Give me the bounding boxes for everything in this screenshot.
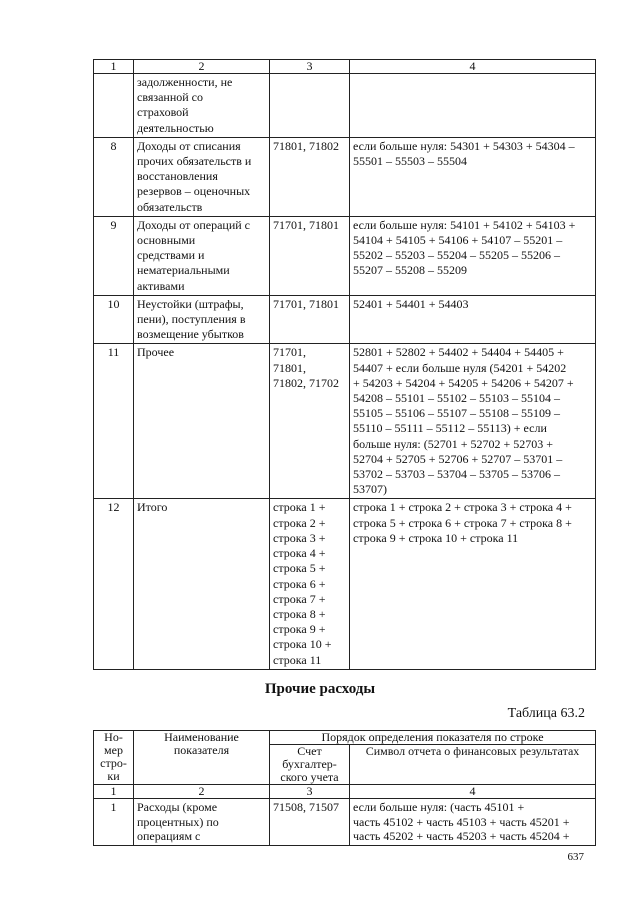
report-symbol [350, 74, 596, 138]
column-number: 3 [270, 785, 350, 799]
account-number [270, 74, 350, 138]
indicator-name: Неустойки (штрафы, пени), поступления в возмещение убытков [134, 295, 270, 344]
header-symbol: Символ отчета о финансовых результатах [350, 745, 596, 785]
report-symbol: если больше нуля: 54301 + 54303 + 54304 – 55501 – 55503 – 55504 [350, 137, 596, 216]
accounts-table [93, 59, 596, 670]
report-symbol: 52401 + 54401 + 54403 [350, 295, 596, 344]
table-number: Таблица 63.2 [507, 706, 585, 721]
indicator-name: Доходы от операций с основными средствами и нематериальными активами [134, 216, 270, 295]
indicator-name: Расходы (кроме процентных) по операциям с [134, 799, 270, 846]
indicator-name: Доходы от списания прочих обязательств и восстановления резервов – оценочных обязательств [134, 137, 270, 216]
row-number: 1 [94, 799, 134, 846]
account-number: 71701, 71801 [270, 295, 350, 344]
table-row [94, 799, 596, 846]
report-symbol: если больше нуля: 54101 + 54102 + 54103 + 54104 + 54105 + 54106 + 54107 – 55201 – 55202 – 55203 – 55204 – 55205 – 55206 – 55207 – 55208 – 55209 [350, 216, 596, 295]
table-row [94, 137, 596, 216]
accounts-table-body [94, 74, 596, 670]
table-row [94, 295, 596, 344]
header-account: Счет бухгалтер- ского учета [270, 745, 350, 785]
header-procedure: Порядок определения показателя по строке [270, 731, 596, 745]
column-number: 1 [94, 785, 134, 799]
account-number: 71508, 71507 [270, 799, 350, 846]
table-row [94, 344, 596, 499]
column-number: 2 [134, 60, 270, 74]
report-symbol: строка 1 + строка 2 + строка 3 + строка 4 + строка 5 + строка 6 + строка 7 + строка 8 + строка 9 + строка 10 + строка 11 [350, 499, 596, 669]
table-row [94, 74, 596, 138]
table-row [94, 216, 596, 295]
column-number-row [94, 785, 596, 799]
header-row-number: Но- мер стро- ки [94, 731, 134, 785]
row-number: 9 [94, 216, 134, 295]
indicator-name: Прочее [134, 344, 270, 499]
row-number: 10 [94, 295, 134, 344]
page-number: 637 [567, 851, 584, 863]
column-number-row [94, 60, 596, 74]
row-number: 11 [94, 344, 134, 499]
table-row [94, 499, 596, 669]
column-number: 4 [350, 785, 596, 799]
column-number: 2 [134, 785, 270, 799]
row-number [94, 74, 134, 138]
column-number: 3 [270, 60, 350, 74]
header-row [94, 731, 596, 745]
column-number: 1 [94, 60, 134, 74]
indicator-name: задолженности, не связанной со страховой деятельностью [134, 74, 270, 138]
row-number: 8 [94, 137, 134, 216]
row-number: 12 [94, 499, 134, 669]
account-number: 71701, 71801 [270, 216, 350, 295]
column-number: 4 [350, 60, 596, 74]
report-symbol: 52801 + 52802 + 54402 + 54404 + 54405 + 54407 + если больше нуля (54201 + 54202 + 54203 + 54204 + 54205 + 54206 + 54207 + 54208 – 55101 – 55102 – 55103 – 55104 – 55105 – 55106 – 55107 – 55108 – 55109 – 55110 – 55111 – 55112 – 55113) + если больше нуля: (52701 + 52702 + 52703 + 52704 + 52705 + 52706 + 52707 – 53701 – 53702 – 53703 – 53704 – 53705 – 53706 – 53707) [350, 344, 596, 499]
account-number: строка 1 + строка 2 + строка 3 + строка 4 + строка 5 + строка 6 + строка 7 + строка 8 + строка 9 + строка 10 + строка 11 [270, 499, 350, 669]
indicator-name: Итого [134, 499, 270, 669]
account-number: 71801, 71802 [270, 137, 350, 216]
header-indicator-name: Наименование показателя [134, 731, 270, 785]
other-expenses-table [93, 730, 596, 846]
report-symbol: если больше нуля: (часть 45101 + часть 45102 + часть 45103 + часть 45201 + часть 45202 + часть 45203 + часть 45204 + [350, 799, 596, 846]
account-number: 71701, 71801, 71802, 71702 [270, 344, 350, 499]
section-title: Прочие расходы [264, 681, 376, 697]
